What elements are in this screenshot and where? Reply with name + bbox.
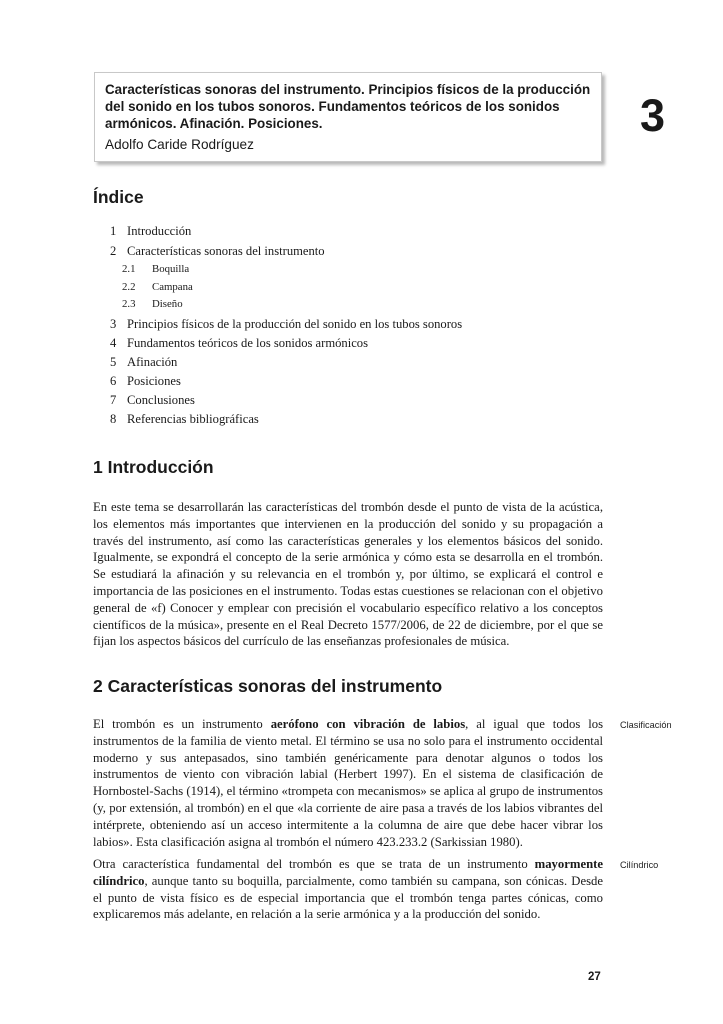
toc-item-number: 5	[110, 355, 117, 369]
chapter-number: 3	[640, 90, 666, 141]
toc-item-label: Principios físicos de la producción del sonido en los tubos sonoros	[127, 317, 463, 331]
toc-item-number: 2	[110, 244, 117, 258]
toc-item-number: 1	[110, 224, 117, 238]
toc-item-label: Características sonoras del instrumento	[127, 244, 325, 258]
toc-item-label: Fundamentos teóricos de los sonidos armónicos	[127, 336, 369, 350]
toc-item-number: 7	[110, 393, 117, 407]
toc-item-number: 2.3	[122, 298, 136, 310]
toc-item-label: Campana	[152, 281, 193, 293]
margin-note-cilindrico: Cilíndrico	[620, 860, 659, 870]
section-heading-caracteristicas: 2 Características sonoras del instrumento	[93, 676, 443, 696]
paragraph-introduccion: En este tema se desarrollarán las características del trombón desde el punto de vista de la acústica, los elementos más importantes que intervienen en la producción del sonido y su propagación a través del instrumento, así como las características generales y los elementos básicos del sonido. Igualmente, se expondrá el concepto de la serie armónica y cómo esta se desarrolla en el trombón. Se estudiará la afinación y su relevancia en el trombón y, por último, se explicará el control e importancia de las posiciones en el instrumento. Todas estas cuestiones se relacionan con el objetivo general de «f) Conocer y emplear con precisión el vocabulario específico relativo a los conceptos científicos de la música», presente en el Real Decreto 1577/2006, de 22 de diciembre, por el que se fijan los aspectos básicos del currículo de las enseñanzas profesionales de música.	[93, 500, 603, 649]
paragraph-cilindrico	[93, 856, 603, 923]
toc-item-label: Boquilla	[152, 263, 190, 275]
chapter-title: Características sonoras del instrumento. Principios físicos de la producción del sonido en los tubos sonoros. Fundamentos teóricos de los sonidos armónicos. Afinación. Posiciones.	[105, 82, 591, 131]
bold-term: mayormente cilíndrico	[93, 857, 603, 888]
toc-item-label: Posiciones	[127, 374, 181, 388]
margin-note-clasificacion: Clasificación	[620, 720, 672, 730]
toc-item-number: 2.2	[122, 281, 136, 293]
paragraph-text: , aunque tanto su boquilla, parcialmente, como también su campana, son cónicas. Desde el punto de vista físico es de especial importancia que el trombón tenga partes cónicas, como explicaremos más adelante, en relación a la serie armónica y a la producción del sonido.	[93, 873, 603, 922]
paragraph-clasificacion	[93, 716, 603, 850]
toc-item-number: 8	[110, 412, 117, 426]
toc-item-label: Conclusiones	[127, 393, 195, 407]
toc-heading: Índice	[93, 187, 144, 207]
page-number: 27	[588, 971, 601, 983]
chapter-author: Adolfo Caride Rodríguez	[105, 137, 254, 152]
toc-item-number: 4	[110, 336, 117, 350]
chapter-title-box	[94, 72, 602, 162]
paragraph-text: Otra característica fundamental del trombón es que se trata de un instrumento	[93, 857, 535, 871]
bold-term: aerófono con vibración de labios	[270, 717, 466, 731]
toc-item-number: 2.1	[122, 263, 136, 275]
section-heading-introduccion: 1 Introducción	[93, 457, 214, 477]
toc-item-label: Referencias bibliográficas	[127, 412, 259, 426]
toc-item-label: Introducción	[127, 224, 192, 238]
toc-item-number: 3	[110, 317, 117, 331]
toc-item-label: Afinación	[127, 355, 178, 369]
paragraph-text: , al igual que todos los instrumentos de la familia de viento metal. El término se usa no solo para el instrumento occidental moderno y sus antepasados, sino también genéricamente para denotar algunos o todos los instrumentos de viento con vibración labial (Herbert 1997). En el sistema de clasificación de Hornbostel-Sachs (1914), el término «trompeta con mecanismos» se aplica al grupo de instrumentos (y, por extensión, al trombón) en el que «la corriente de aire pasa a través de los labios vibrantes del intérprete, obteniendo así un acceso intermitente a la columna de aire que debe hacer vibrar los labios». Esta clasificación asigna al trombón el número 423.233.2 (Sarkissian 1980).	[93, 717, 604, 849]
paragraph-text: El trombón es un instrumento	[93, 717, 271, 731]
toc-item-number: 6	[110, 374, 117, 388]
toc-item-label: Diseño	[152, 298, 183, 310]
